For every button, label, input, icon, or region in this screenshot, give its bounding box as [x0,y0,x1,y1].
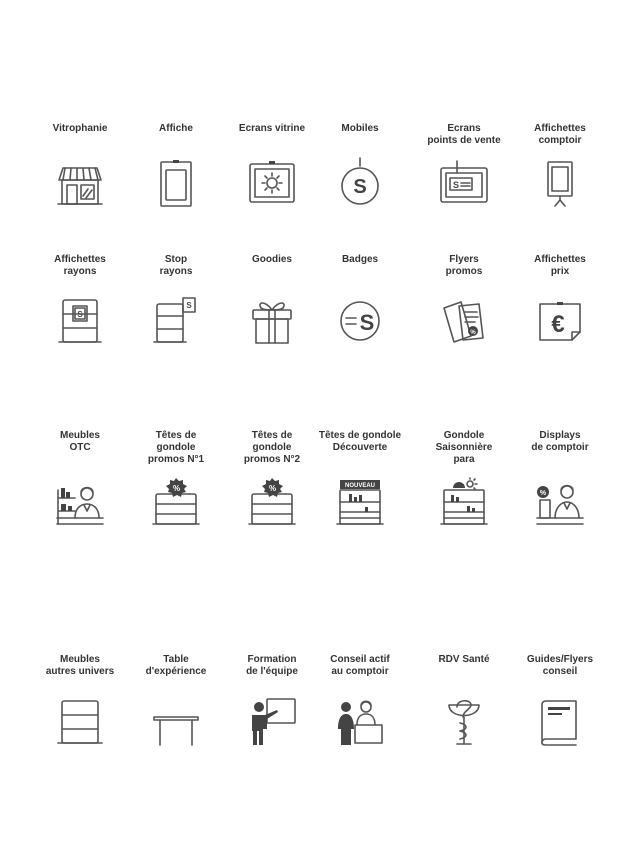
pos-screen-icon [439,158,489,208]
item-label-line: prix [550,266,570,277]
item-label-line: Meubles [59,430,100,441]
svg-text:%: % [539,490,547,497]
item-label-line: RDV Santé [438,654,490,665]
svg-text:S: S [77,310,83,319]
item-label [312,254,408,266]
item-label-line: Ecrans [447,123,481,134]
item-label-line: Displays [539,430,581,441]
gondola-discovery-icon [335,478,385,528]
item-label-line: promos N°2 [243,454,301,465]
item-label-line: Têtes de [251,430,293,441]
storefront-icon [55,158,105,208]
item-label [128,254,224,278]
flyers-icon [439,296,489,346]
item-label-line: Têtes de [155,430,197,441]
item-label-line: Affichettes [534,254,586,265]
item-label [416,430,512,466]
item-label [32,654,128,678]
item-label [512,430,608,454]
item-label-line: promos N°1 [147,454,205,465]
item-label-line: gondole [156,442,196,453]
item-label-line: rayons [159,266,193,277]
svg-text:S: S [353,176,367,198]
item-label [416,123,512,147]
item-label-line: Découverte [332,442,388,453]
item-label [128,654,224,678]
svg-text:€: € [551,311,565,338]
item-label-line: Formation [247,654,297,665]
item-label [312,430,408,454]
counter-advice-icon [335,697,385,747]
item-label [224,254,320,266]
item-label-line: Badges [341,254,379,265]
item-label-line: conseil [542,666,578,677]
item-label [32,254,128,278]
item-label-line: de comptoir [531,442,589,453]
item-label-line: Saisonnière [435,442,493,453]
seasonal-gondola-icon [439,478,489,528]
hanging-mobile-icon [335,158,385,208]
svg-text:%: % [470,330,476,336]
svg-text:S: S [452,180,460,190]
svg-text:S: S [186,301,192,310]
item-label [416,254,512,278]
item-label [416,654,512,666]
item-label-line: OTC [69,442,91,453]
item-label-line: comptoir [538,135,582,146]
price-tag-icon [535,296,585,346]
item-label-line: au comptoir [331,666,389,677]
item-label [32,430,128,454]
gift-icon [247,296,297,346]
easel-display-icon [535,158,585,208]
guide-book-icon [535,697,585,747]
training-icon [247,697,297,747]
otc-furniture-icon [55,478,105,528]
item-label-line: Guides/Flyers [526,654,594,665]
svg-text:%: % [172,484,181,493]
item-label-line: Meubles [59,654,100,665]
item-label-line: autres univers [45,666,115,677]
item-label [512,123,608,147]
item-label [128,430,224,466]
cabinet-icon [55,697,105,747]
item-label-line: Mobiles [341,123,379,134]
item-label-line: Stop [164,254,188,265]
item-label-line: Flyers [449,254,479,265]
shelf-stopper-icon [151,296,201,346]
gondola-promo-1-icon [151,478,201,528]
item-label-line: Gondole [443,430,485,441]
item-label [312,123,408,135]
item-label-line: gondole [252,442,292,453]
item-label [512,654,608,678]
caduceus-icon [439,697,489,747]
item-label [512,254,608,278]
svg-text:%: % [268,484,277,493]
item-label-line: points de vente [427,135,501,146]
item-label-line: para [453,454,475,465]
item-label-line: Goodies [251,254,292,265]
badge-icon [335,296,385,346]
item-label [128,123,224,135]
gondola-promo-2-icon [247,478,297,528]
svg-text:S: S [359,310,375,335]
item-label [224,430,320,466]
item-label-line: Affichettes [534,123,586,134]
item-label-line: Têtes de gondole [318,430,402,441]
item-label-line: promos [445,266,483,277]
item-label-line: rayons [63,266,97,277]
item-label-line: Vitrophanie [52,123,108,134]
item-label-line: Ecrans vitrine [238,123,306,134]
shelf-card-icon [55,296,105,346]
item-label-line: de l'équipe [246,666,298,677]
item-label-line: Affichettes [54,254,106,265]
item-label [224,654,320,678]
item-label-line: Affiche [159,123,193,134]
item-label [312,654,408,678]
svg-text:NOUVEAU: NOUVEAU [344,483,376,489]
item-label-line: d'expérience [145,666,207,677]
item-label [32,123,128,135]
table-icon [151,697,201,747]
poster-frame-icon [151,158,201,208]
item-label-line: Table [163,654,189,665]
item-label-line: Conseil actif [330,654,390,665]
window-screen-icon [247,158,297,208]
counter-display-icon [535,478,585,528]
item-label [224,123,320,135]
